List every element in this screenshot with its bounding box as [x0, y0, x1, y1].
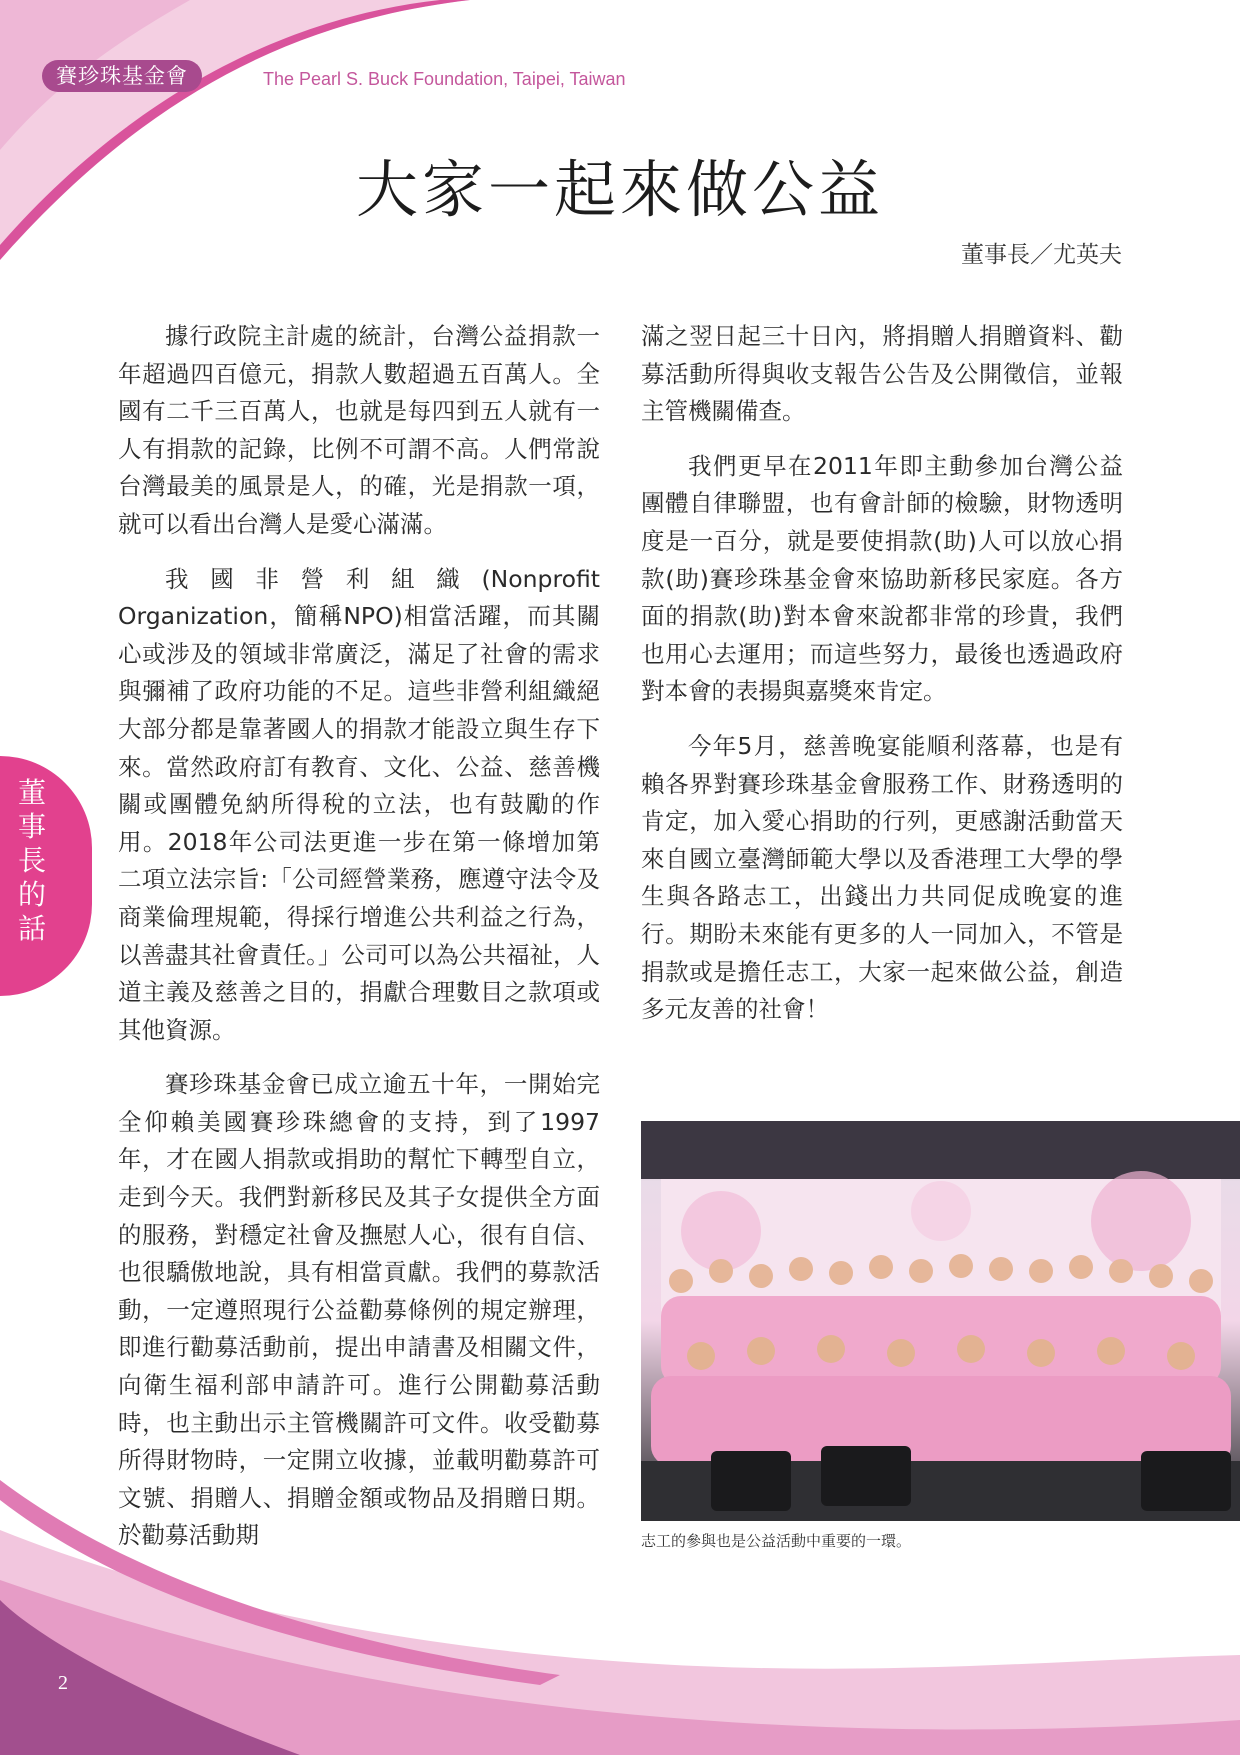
page-number: 2: [58, 1672, 68, 1694]
article-title: 大家一起來做公益: [355, 153, 884, 226]
section-side-tab-label: 董事長的話: [17, 776, 46, 945]
article-paragraph: 據行政院主計處的統計，台灣公益捐款一年超過四百億元，捐款人數超過五百萬人。全國有二千三百萬人，也就是每四到五人就有一人有捐款的記錄，比例不可謂不高。人們常說台灣最美的風景是人，的確，光是捐款一項，就可以看出台灣人是愛心滿滿。: [118, 322, 600, 538]
article-paragraph: 今年5月，慈善晚宴能順利落幕，也是有賴各界對賽珍珠基金會服務工作、財務透明的肯定，加入愛心捐助的行列，更感謝活動當天來自國立臺灣師範大學以及香港理工大學的學生與各路志工，出錢出力共同促成晚宴的進行。期盼未來能有更多的人一同加入，不管是捐款或是擔任志工，大家一起來做公益，創造多元友善的社會！: [641, 731, 1123, 1024]
photo-caption: 志工的參與也是公益活動中重要的一環。: [641, 1532, 912, 1550]
article-paragraph: 我國非營利組織(Nonprofit Organization，簡稱NPO)相當活躍，而其關心或涉及的領域非常廣泛，滿足了社會的需求與彌補了政府功能的不足。這些非營利組織絕大部分都是靠著國人的捐款才能設立與生存下來。當然政府訂有教育、文化、公益、慈善機關或團體免納所得稅的立法，也有鼓勵的作用。2018年公司法更進一步在第一條增加第二項立法宗旨:「公司經營業務，應遵守法令及商業倫理規範，得採行增進公共利益之行為，以善盡其社會責任。」公司可以為公共福祉，人道主義及慈善之目的，捐獻合理數目之款項或其他資源。: [118, 564, 600, 1044]
volunteers-group-photo: [641, 1121, 1240, 1521]
organization-english-name: The Pearl S. Buck Foundation, Taipei, Taiwan: [263, 69, 626, 89]
article-right-column: [641, 318, 1123, 1046]
article-paragraph: 我們更早在2011年即主動參加台灣公益團體自律聯盟，也有會計師的檢驗，財物透明度是一百分，就是要使捐款(助)人可以放心捐款(助)賽珍珠基金會來協助新移民家庭。各方面的捐款(助)對本會來說都非常的珍貴，我們也用心去運用；而這些努力，最後也透過政府對本會的表揚與嘉獎來肯定。: [641, 451, 1123, 706]
organization-badge: 賽珍珠基金會: [42, 60, 202, 92]
article-paragraph-continuation: 滿之翌日起三十日內，將捐贈人捐贈資料、勸募活動所得與收支報告公告及公開徵信，並報主管機關備查。: [641, 322, 1123, 426]
article-paragraph: 賽珍珠基金會已成立逾五十年，一開始完全仰賴美國賽珍珠總會的支持，到了1997年，才在國人捐款或捐助的幫忙下轉型自立，走到今天。我們對新移民及其子女提供全方面的服務，對穩定社會及撫慰人心，很有自信、也很驕傲地說，具有相當貢獻。我們的募款活動，一定遵照現行公益勸募條例的規定辦理，即進行勸募活動前，提出申請書及相關文件，向衛生福利部申請許可。進行公開勸募活動時，也主動出示主管機關許可文件。收受勸募所得財物時，一定開立收據，並載明勸募許可文號、捐贈人、捐贈金額或物品及捐贈日期。於勸募活動期: [118, 1070, 600, 1550]
article-left-column: [118, 318, 600, 1572]
article-author: 董事長／尤英夫: [961, 242, 1122, 268]
